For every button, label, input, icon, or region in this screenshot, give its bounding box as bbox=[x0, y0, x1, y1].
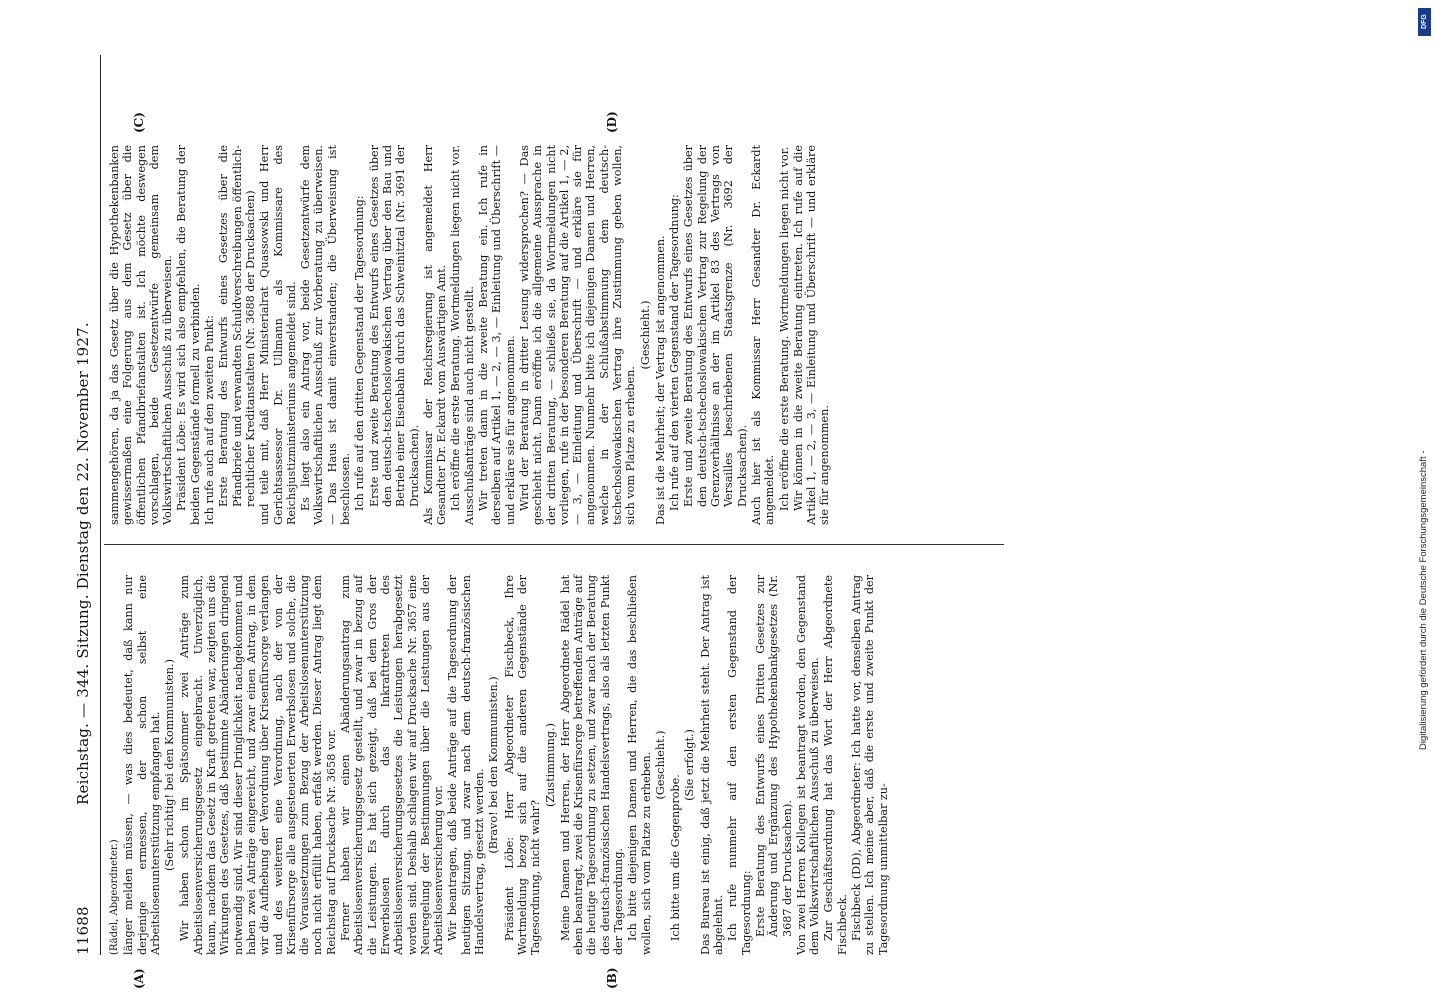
page-title: Reichstag. — 344. Sitzung. Dienstag den 22. November 1927. bbox=[74, 322, 92, 805]
reaction: (Zustimmung.) bbox=[543, 723, 557, 807]
left-column bbox=[108, 575, 891, 955]
paragraph: Präsident Löbe: Es wird sich also empfehlen, die Beratung der beiden Gegenstände formell zu verbinden. bbox=[175, 145, 202, 525]
paragraph: und teile mit, daß Herr Ministerialrat Quassowski und Herr Gerichtsassessor Dr. Ullmann als Kommissare des Reichsjustizministeriums angemeldet sind. bbox=[258, 145, 298, 525]
reaction: (Bravo! bei den Kommunisten.) bbox=[487, 676, 501, 854]
agenda-item: Erste und zweite Beratung des Entwurfs eines Gesetzes über den deutsch-tschechoslowakischen Vertrag zur Regelung der Grenzverhältnisse an der im Artikel 83 des Vertrags von Versailles beschriebenen Staatsgrenze (Nr. 3692 der Drucksachen). bbox=[682, 145, 749, 507]
margin-marker-c: (C) bbox=[132, 112, 146, 133]
rotated-page-content bbox=[70, 55, 1400, 989]
paragraph: Meine Damen und Herren, der Herr Abgeordnete Rädel hat eben beantragt, zwei die Krisenfürsorge betreffenden Anträge auf die heutige Tagesordnung zu setzen, und zwar nach der Beratung des deutsch-französischen Handelsvertrags, also als letzten Punkt der Tagesordnung. bbox=[558, 575, 625, 955]
page-number: 11688 bbox=[74, 906, 92, 955]
reaction: (Sehr richtig! bei den Kommunisten.) bbox=[163, 659, 177, 871]
paragraph: Das ist die Mehrheit; der Vertrag ist angenommen. bbox=[653, 235, 667, 525]
digitization-credit: Digitalisierung gefördert durch die Deutsche Forschungsgemeinschaft - bbox=[1418, 450, 1429, 750]
reaction: (Geschieht.) bbox=[653, 730, 667, 800]
paragraph: Ich eröffne die erste Beratung. Wortmeldungen liegen nicht vor. bbox=[777, 146, 791, 511]
paragraph: Ich rufe auf den dritten Gegenstand der Tagesordnung: bbox=[353, 195, 367, 511]
reaction: (Geschieht.) bbox=[638, 300, 652, 370]
paragraph: Es liegt also ein Antrag vor, beide Gesetzentwürfe dem Volkswirtschaftlichen Ausschuß zur Vorberatung zu überweisen. — Das Haus ist damit einverstanden; die Überweisung ist beschlossen. bbox=[299, 145, 353, 525]
paragraph: Präsident Löbe: Herr Abgeordneter Fischbeck, Ihre Wortmeldung bezog sich auf die anderen Gegenstände der Tagesordnung, nicht wahr? bbox=[502, 575, 543, 955]
paragraph: Ich eröffne die erste Beratung. Wortmeldungen liegen nicht vor. Ausschußanträge sind auch nicht gestellt. bbox=[449, 145, 476, 525]
paragraph: Wir beantragen, daß beide Anträge auf die Tagesordnung der heutigen Sitzung, und zwar nach dem deutsch-französischen Handelsvertrag, gesetzt werden. bbox=[446, 575, 487, 955]
paragraph: Wir haben schon im Spätsommer zwei Anträge zum Arbeitslosenversicherungsgesetz eingebracht. Unverzüglich, kaum, nachdem das Gesetz in Kraft getreten war, zeigten uns die Wirkungen des Gesetzes, daß bestimmte Abänderungen dringend notwendig sind. Wir sind dieser Dringlichkeit nachgekommen und haben zwei Anträge eingereicht, und zwar einen Antrag, in dem wir die Aufhebung der Verordnung über Krisenfürsorge verlangen und des weiteren eine Verordnung, nach der von der Krisenfürsorge alle ausgesteuerten Erwerbslosen und solche, die die Voraussetzungen zum Bezug der Arbeitslosenunterstützung noch nicht erfüllt haben, erfaßt werden. Dieser Antrag liegt dem Reichstag auf Drucksache Nr. 3658 vor. bbox=[178, 575, 338, 955]
margin-marker-a: (A) bbox=[132, 968, 146, 989]
agenda-item: Erste und zweite Beratung des Entwurfs eines Gesetzes über den deutsch-tschechoslowakischen Vertrag über den Bau und Betrieb einer Eisenbahn durch das Schweinitztal (Nr. 3691 der Drucksachen). bbox=[367, 145, 421, 507]
paragraph: Wird der Beratung in dritter Lesung widersprochen? — Das geschieht nicht. Dann eröffne ich die allgemeine Aussprache in der dritten Beratung, — schließe sie, da Wortmeldungen nicht vorliegen, rufe in der besonderen Beratung auf die Artikel 1, — 2, — 3, — Einleitung und Überschrift — und erkläre sie für angenommen. Nunmehr bitte ich diejenigen Damen und Herren, welche in der Schlußabstimmung dem deutsch-tschechoslowakischen Vertrag ihre Zustimmung geben wollen, sich vom Platze zu erheben. bbox=[517, 145, 638, 525]
paragraph: Wir können in die zweite Beratung eintreten. Ich rufe auf die Artikel 1, — 2, — 3, — Einleitung und Überschrift — und erkläre sie für angenommen. bbox=[791, 145, 832, 525]
agenda-item: Erste Beratung des Entwurfs eines Dritten Gesetzes zur Änderung und Ergänzung des Hypothekenbankgesetzes (Nr. 3687 der Drucksachen). bbox=[753, 575, 794, 937]
header-rule bbox=[100, 55, 101, 955]
paragraph: Auch hier ist als Kommissar Herr Gesandter Dr. Eckardt angemeldet. bbox=[749, 145, 777, 525]
paragraph: Wir treten dann in die zweite Beratung ein. Ich rufe in derselben auf Artikel 1, — 2, — 3, — Einleitung und Überschrift — und erkläre sie für angenommen. bbox=[477, 145, 517, 525]
paragraph: Als Kommissar der Reichsregierung ist angemeldet Herr Gesandter Dr. Eckardt vom Auswärtigen Amt. bbox=[421, 145, 449, 525]
paragraph: Ferner haben wir einen Abänderungsantrag zum Arbeitslosenversicherungsgesetz gestellt, und zwar in bezug auf die Leistungen. Es hat sich gezeigt, daß bei dem Gros der Erwerbslosen durch das Inkrafttreten des Arbeitslosenversicherungsgesetzes die Leistungen herabgesetzt worden sind. Deshalb schlagen wir auf Drucksache Nr. 3657 eine Neuregelung der Bestimmungen über die Leistungen aus der Arbeitslosenversicherung vor. bbox=[339, 575, 446, 955]
reaction: (Sie erfolgt.) bbox=[683, 729, 697, 801]
page-header bbox=[74, 55, 100, 955]
speaker-line: (Rädel, Abgeordneter.) bbox=[109, 839, 120, 955]
paragraph: Ich bitte diejenigen Damen und Herren, die das beschließen wollen, sich vom Platze zu erheben. bbox=[626, 575, 653, 955]
column-divider bbox=[104, 544, 1004, 545]
paragraph: Zur Geschäftsordnung hat das Wort der Herr Abgeordnete Fischbeck. bbox=[822, 575, 849, 955]
margin-marker-b: (B) bbox=[605, 967, 619, 989]
paragraph: Ich bitte um die Gegenprobe. bbox=[669, 774, 683, 941]
dfg-logo: DFG bbox=[1418, 8, 1431, 36]
paragraph: Von zwei Herren Kollegen ist beantragt worden, den Gegenstand dem Volkswirtschaftlichen Ausschuß zu überweisen. bbox=[794, 575, 822, 955]
paragraph: Das Bureau ist einig, daß jetzt die Mehrheit steht. Der Antrag ist abgelehnt. bbox=[698, 575, 726, 955]
margin-marker-d: (D) bbox=[605, 111, 619, 133]
paragraph: Fischbeck (DD), Abgeordneter: Ich hatte vor, denselben Antrag zu stellen. Ich meine aber, daß die erste und zweite Punkt der Tagesordnung unmittelbar zu- bbox=[850, 575, 890, 955]
paragraph: Ich rufe auch auf den zweiten Punkt: bbox=[203, 315, 217, 525]
paragraph: länger melden müssen, — was dies bedeutet, daß kann nur derjenige ermessen, der schon selbst eine Arbeitslosenunterstützung empfangen hat. bbox=[122, 575, 162, 955]
paragraph: Ich rufe nunmehr auf den ersten Gegenstand der Tagesordnung: bbox=[726, 575, 753, 955]
agenda-item: Erste Beratung des Entwurfs eines Gesetzes über die Pfandbriefe und verwandten Schuldverschreibungen öffentlich-rechtlicher Kreditanstalten (Nr. 3688 der Drucksachen) bbox=[217, 145, 257, 507]
right-column bbox=[108, 145, 833, 525]
paragraph: Ich rufe auf den vierten Gegenstand der Tagesordnung: bbox=[668, 194, 682, 511]
paragraph: sammengehören, da ja das Gesetz über die Hypothekenbanken gewissermaßen eine Folgerung aus dem Gesetz über die öffentlichen Pfandbriefanstalten ist. Ich möchte deswegen vorschlagen, beide Gesetzentwürfe gemeinsam dem Volkswirtschaftlichen Ausschuß zu überweisen. bbox=[108, 145, 175, 525]
